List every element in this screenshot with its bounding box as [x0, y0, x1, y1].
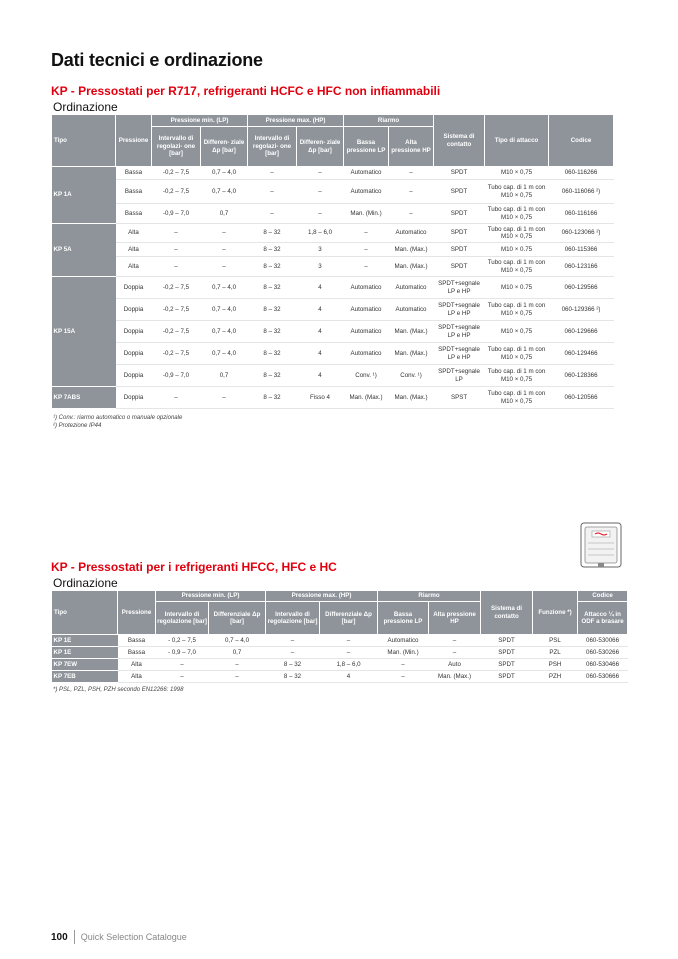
page-number: 100	[51, 931, 68, 943]
table-row	[52, 635, 628, 647]
cell-diff-hp: –	[297, 204, 344, 224]
cell-diff-hp: 1,8 – 6,0	[297, 224, 344, 243]
section1-footnotes	[53, 414, 182, 430]
cell-attacco: Tubo cap. di 1 m con M10 × 0,75	[485, 257, 549, 277]
cell-codice: 060-530066	[578, 635, 628, 647]
table-kp-r717	[51, 114, 614, 409]
header-sistema: Sistema di contatto	[434, 115, 485, 167]
cell-alta: Automatico	[389, 224, 434, 243]
cell-diff-lp: 0,7 – 4,0	[201, 167, 248, 180]
cell-diff-lp: –	[201, 387, 248, 409]
cell-bassa: Man. (Min.)	[378, 647, 429, 659]
cell-int-hp: 8 – 32	[266, 659, 320, 671]
cell-int-lp: -0,2 – 7,5	[152, 180, 201, 204]
cell-alta: Man. (Max.)	[429, 671, 481, 683]
cell-int-lp: -0,2 – 7,5	[152, 277, 201, 299]
cell-int-lp: –	[152, 257, 201, 277]
header-group-riarmo: Riarmo	[344, 115, 434, 127]
cell-sistema: SPDT	[434, 243, 485, 257]
table-kp-hfcc-body	[52, 635, 628, 683]
cell-diff-lp: 0,7 – 4,0	[201, 299, 248, 321]
cell-tipo: KP 7EB	[52, 671, 118, 683]
cell-int-lp: –	[156, 659, 209, 671]
cell-alta: Conv. ¹)	[389, 365, 434, 387]
cell-alta: Man. (Max.)	[389, 343, 434, 365]
header-intervallo-lp: Intervallo di regolazione [bar]	[156, 602, 209, 635]
cell-bassa: Automatico	[344, 180, 389, 204]
table-row	[52, 257, 614, 277]
cell-int-hp: 8 – 32	[248, 343, 297, 365]
cell-bassa: –	[378, 659, 429, 671]
section1-title: KP - Pressostati per R717, refrigeranti HCFC e HFC non infiammabili	[51, 84, 441, 98]
cell-int-lp: -0,2 – 7,5	[152, 321, 201, 343]
cell-sistema: SPDT	[434, 167, 485, 180]
cell-codice: 060-530266	[578, 647, 628, 659]
cell-diff-hp: –	[320, 647, 378, 659]
table-row	[52, 243, 614, 257]
cell-pressione: Bassa	[116, 204, 152, 224]
cell-pressione: Doppia	[116, 299, 152, 321]
header-alta: Alta pressione HP	[429, 602, 481, 635]
header-group-min: Pressione min. (LP)	[156, 591, 266, 602]
cell-alta: –	[389, 204, 434, 224]
header-attacco: Tipo di attacco	[485, 115, 549, 167]
cell-attacco: Tubo cap. di 1 m con M10 × 0,75	[485, 204, 549, 224]
cell-diff-hp: –	[320, 635, 378, 647]
header-funzione: Funzione *)	[533, 591, 578, 635]
cell-diff-hp: 3	[297, 243, 344, 257]
cell-codice: 060-116266	[549, 167, 614, 180]
cell-diff-hp: –	[297, 167, 344, 180]
cell-bassa: –	[378, 671, 429, 683]
pressure-switch-icon	[578, 521, 624, 569]
table-row	[52, 224, 614, 243]
cell-pressione: Bassa	[116, 167, 152, 180]
cell-int-hp: 8 – 32	[248, 365, 297, 387]
cell-int-lp: –	[152, 243, 201, 257]
cell-alta: –	[429, 635, 481, 647]
cell-codice: 060-120566	[549, 387, 614, 409]
cell-sistema: SPDT	[481, 671, 533, 683]
cell-alta: –	[429, 647, 481, 659]
header-attacco: Attacco ¼ in ODF a brasare	[578, 602, 628, 635]
cell-pressione: Doppia	[116, 277, 152, 299]
cell-sistema: SPDT+segnale LP e HP	[434, 321, 485, 343]
cell-pressione: Alta	[116, 257, 152, 277]
cell-int-lp: –	[152, 387, 201, 409]
footer-divider	[74, 930, 75, 944]
cell-int-hp: –	[266, 647, 320, 659]
cell-bassa: –	[344, 224, 389, 243]
cell-diff-lp: 0,7	[201, 365, 248, 387]
header-alta: Alta pressione HP	[389, 127, 434, 167]
table-row	[52, 299, 614, 321]
cell-int-hp: –	[248, 167, 297, 180]
cell-int-lp: - 0,9 – 7,0	[156, 647, 209, 659]
cell-tipo: KP 7EW	[52, 659, 118, 671]
header-group-codice: Codice	[578, 591, 628, 602]
cell-pressione: Doppia	[116, 321, 152, 343]
cell-int-lp: -0,9 – 7,0	[152, 365, 201, 387]
cell-diff-lp: –	[201, 243, 248, 257]
cell-diff-lp: –	[201, 224, 248, 243]
cell-codice: 060-123066 ²)	[549, 224, 614, 243]
cell-bassa: Automatico	[344, 321, 389, 343]
cell-attacco: Tubo cap. di 1 m con M10 × 0,75	[485, 387, 549, 409]
table-row	[52, 343, 614, 365]
cell-alta: Man. (Max.)	[389, 321, 434, 343]
cell-alta: Automatico	[389, 299, 434, 321]
cell-pressione: Bassa	[116, 180, 152, 204]
header-intervallo-hp: Intervallo di regolazi- one [bar]	[248, 127, 297, 167]
cell-diff-lp: –	[209, 671, 266, 683]
cell-alta: –	[389, 180, 434, 204]
header-tipo: Tipo	[52, 115, 116, 167]
cell-sistema: SPDT	[434, 180, 485, 204]
cell-codice: 060-530666	[578, 671, 628, 683]
cell-pressione: Bassa	[118, 635, 156, 647]
table-row	[52, 365, 614, 387]
cell-tipo: KP 15A	[52, 277, 116, 387]
cell-attacco: M10 × 0,75	[485, 321, 549, 343]
header-tipo: Tipo	[52, 591, 118, 635]
header-sistema: Sistema di contatto	[481, 591, 533, 635]
table-row	[52, 204, 614, 224]
cell-pressione: Doppia	[116, 387, 152, 409]
cell-funzione: PSL	[533, 635, 578, 647]
cell-diff-lp: 0,7 – 4,0	[201, 321, 248, 343]
cell-sistema: SPST	[434, 387, 485, 409]
cell-int-hp: 8 – 32	[248, 257, 297, 277]
cell-sistema: SPDT+segnale LP e HP	[434, 277, 485, 299]
cell-diff-hp: 4	[297, 365, 344, 387]
cell-tipo: KP 7ABS	[52, 387, 116, 409]
header-bassa: Bassa pressione LP	[378, 602, 429, 635]
header-codice: Codice	[549, 115, 614, 167]
cell-bassa: –	[344, 243, 389, 257]
cell-int-hp: 8 – 32	[248, 277, 297, 299]
cell-tipo: KP 5A	[52, 224, 116, 277]
cell-int-hp: 8 – 32	[248, 224, 297, 243]
cell-codice: 060-530466	[578, 659, 628, 671]
header-intervallo-lp: Intervallo di regolazi- one [bar]	[152, 127, 201, 167]
table-kp-r717-body	[52, 167, 614, 409]
cell-funzione: PZH	[533, 671, 578, 683]
cell-pressione: Alta	[118, 671, 156, 683]
cell-attacco: Tubo cap. di 1 m con M10 × 0,75	[485, 299, 549, 321]
cell-diff-lp: 0,7 – 4,0	[209, 635, 266, 647]
cell-tipo: KP 1E	[52, 635, 118, 647]
footer-label: Quick Selection Catalogue	[80, 932, 187, 942]
cell-int-lp: -0,2 – 7,5	[152, 343, 201, 365]
cell-sistema: SPDT+segnale LP e HP	[434, 343, 485, 365]
cell-diff-hp: 3	[297, 257, 344, 277]
cell-int-lp: –	[156, 671, 209, 683]
header-pressione: Pressione	[116, 115, 152, 167]
cell-sistema: SPDT+segnale LP e HP	[434, 299, 485, 321]
cell-codice: 060-129466	[549, 343, 614, 365]
footnote: *) PSL, PZL, PSH, PZH secondo EN12266: 1998	[53, 687, 184, 693]
table-row	[52, 647, 628, 659]
cell-pressione: Doppia	[116, 365, 152, 387]
cell-attacco: M10 × 0.75	[485, 243, 549, 257]
cell-int-hp: 8 – 32	[266, 671, 320, 683]
cell-pressione: Doppia	[116, 343, 152, 365]
cell-pressione: Alta	[116, 243, 152, 257]
cell-diff-hp: –	[297, 180, 344, 204]
cell-codice: 060-129666	[549, 321, 614, 343]
cell-alta: Man. (Max.)	[389, 387, 434, 409]
table-row	[52, 387, 614, 409]
header-bassa: Bassa pressione LP	[344, 127, 389, 167]
cell-diff-hp: 4	[297, 343, 344, 365]
cell-int-hp: –	[248, 180, 297, 204]
header-pressione: Pressione	[118, 591, 156, 635]
table-row	[52, 659, 628, 671]
cell-alta: Automatico	[389, 277, 434, 299]
cell-codice: 060-129366 ²)	[549, 299, 614, 321]
section2-footnotes	[53, 686, 183, 694]
cell-diff-lp: –	[201, 257, 248, 277]
cell-alta: Man. (Max.)	[389, 243, 434, 257]
cell-int-hp: 8 – 32	[248, 387, 297, 409]
cell-int-hp: –	[266, 635, 320, 647]
page-title: Dati tecnici e ordinazione	[51, 50, 263, 70]
cell-attacco: Tubo cap. di 1 m con M10 × 0,75	[485, 365, 549, 387]
cell-sistema: SPDT	[434, 224, 485, 243]
cell-int-hp: 8 – 32	[248, 321, 297, 343]
cell-pressione: Alta	[118, 659, 156, 671]
cell-diff-lp: 0,7 – 4,0	[201, 277, 248, 299]
cell-codice: 060-129566	[549, 277, 614, 299]
header-group-max: Pressione max. (HP)	[266, 591, 378, 602]
cell-sistema: SPDT	[434, 204, 485, 224]
cell-bassa: Automatico	[344, 299, 389, 321]
cell-int-lp: -0,2 – 7,5	[152, 167, 201, 180]
table-row	[52, 277, 614, 299]
cell-codice: 060-123166	[549, 257, 614, 277]
cell-alta: Auto	[429, 659, 481, 671]
cell-diff-hp: 4	[297, 321, 344, 343]
header-group-min: Pressione min. (LP)	[152, 115, 248, 127]
table-row	[52, 671, 628, 683]
cell-int-hp: 8 – 32	[248, 243, 297, 257]
cell-codice: 060-116166	[549, 204, 614, 224]
cell-bassa: Automatico	[344, 343, 389, 365]
header-diff-hp: Differen- ziale Δp [bar]	[297, 127, 344, 167]
cell-alta: Man. (Max.)	[389, 257, 434, 277]
cell-diff-lp: –	[209, 659, 266, 671]
cell-attacco: Tubo cap. di 1 m con M10 × 0,75	[485, 343, 549, 365]
table-row	[52, 321, 614, 343]
cell-funzione: PSH	[533, 659, 578, 671]
cell-codice: 060-128366	[549, 365, 614, 387]
cell-codice: 060-115366	[549, 243, 614, 257]
cell-sistema: SPDT	[481, 659, 533, 671]
cell-bassa: Man. (Max.)	[344, 387, 389, 409]
cell-pressione: Bassa	[118, 647, 156, 659]
section2-subtitle: Ordinazione	[53, 576, 118, 590]
cell-bassa: Man. (Min.)	[344, 204, 389, 224]
cell-tipo: KP 1E	[52, 647, 118, 659]
cell-diff-hp: 4	[297, 277, 344, 299]
cell-diff-hp: 4	[320, 671, 378, 683]
table-kp-hfcc	[51, 590, 628, 683]
header-diff-hp: Differenziale Δp [bar]	[320, 602, 378, 635]
cell-sistema: SPDT	[481, 647, 533, 659]
cell-alta: –	[389, 167, 434, 180]
section2-title: KP - Pressostati per i refrigeranti HFCC, HFC e HC	[51, 560, 337, 574]
cell-attacco: M10 × 0.75	[485, 277, 549, 299]
header-diff-lp: Differenziale Δp [bar]	[209, 602, 266, 635]
cell-int-hp: 8 – 32	[248, 299, 297, 321]
cell-int-lp: -0,9 – 7,0	[152, 204, 201, 224]
cell-diff-hp: Fisso 4	[297, 387, 344, 409]
cell-funzione: PZL	[533, 647, 578, 659]
cell-bassa: Automatico	[344, 167, 389, 180]
footnote: ²) Protezione IP44	[53, 423, 102, 429]
cell-attacco: M10 × 0,75	[485, 167, 549, 180]
cell-int-lp: - 0,2 – 7,5	[156, 635, 209, 647]
header-group-riarmo: Riarmo	[378, 591, 481, 602]
cell-pressione: Alta	[116, 224, 152, 243]
cell-bassa: Conv. ¹)	[344, 365, 389, 387]
footnote: ¹) Conv.: riarmo automatico o manuale opzionale	[53, 415, 183, 421]
cell-attacco: Tubo cap. di 1 m con M10 × 0,75	[485, 224, 549, 243]
header-group-max: Pressione max. (HP)	[248, 115, 344, 127]
cell-diff-lp: 0,7 – 4,0	[201, 180, 248, 204]
cell-diff-hp: 1,8 – 6,0	[320, 659, 378, 671]
cell-sistema: SPDT	[434, 257, 485, 277]
cell-tipo: KP 1A	[52, 167, 116, 224]
table-row	[52, 180, 614, 204]
cell-bassa: –	[344, 257, 389, 277]
cell-int-hp: –	[248, 204, 297, 224]
cell-codice: 060-116066 ²)	[549, 180, 614, 204]
table-row	[52, 167, 614, 180]
cell-diff-lp: 0,7	[201, 204, 248, 224]
page-footer	[51, 930, 187, 944]
cell-int-lp: –	[152, 224, 201, 243]
section1-subtitle: Ordinazione	[53, 100, 118, 114]
cell-int-lp: -0,2 – 7,5	[152, 299, 201, 321]
cell-sistema: SPDT	[481, 635, 533, 647]
header-diff-lp: Differen- ziale Δp [bar]	[201, 127, 248, 167]
cell-bassa: Automatico	[378, 635, 429, 647]
cell-diff-lp: 0,7 – 4,0	[201, 343, 248, 365]
cell-bassa: Automatico	[344, 277, 389, 299]
cell-sistema: SPDT+segnale LP	[434, 365, 485, 387]
cell-attacco: Tubo cap. di 1 m con M10 × 0,75	[485, 180, 549, 204]
cell-diff-lp: 0,7	[209, 647, 266, 659]
header-intervallo-hp: Intervallo di regolazione [bar]	[266, 602, 320, 635]
cell-diff-hp: 4	[297, 299, 344, 321]
